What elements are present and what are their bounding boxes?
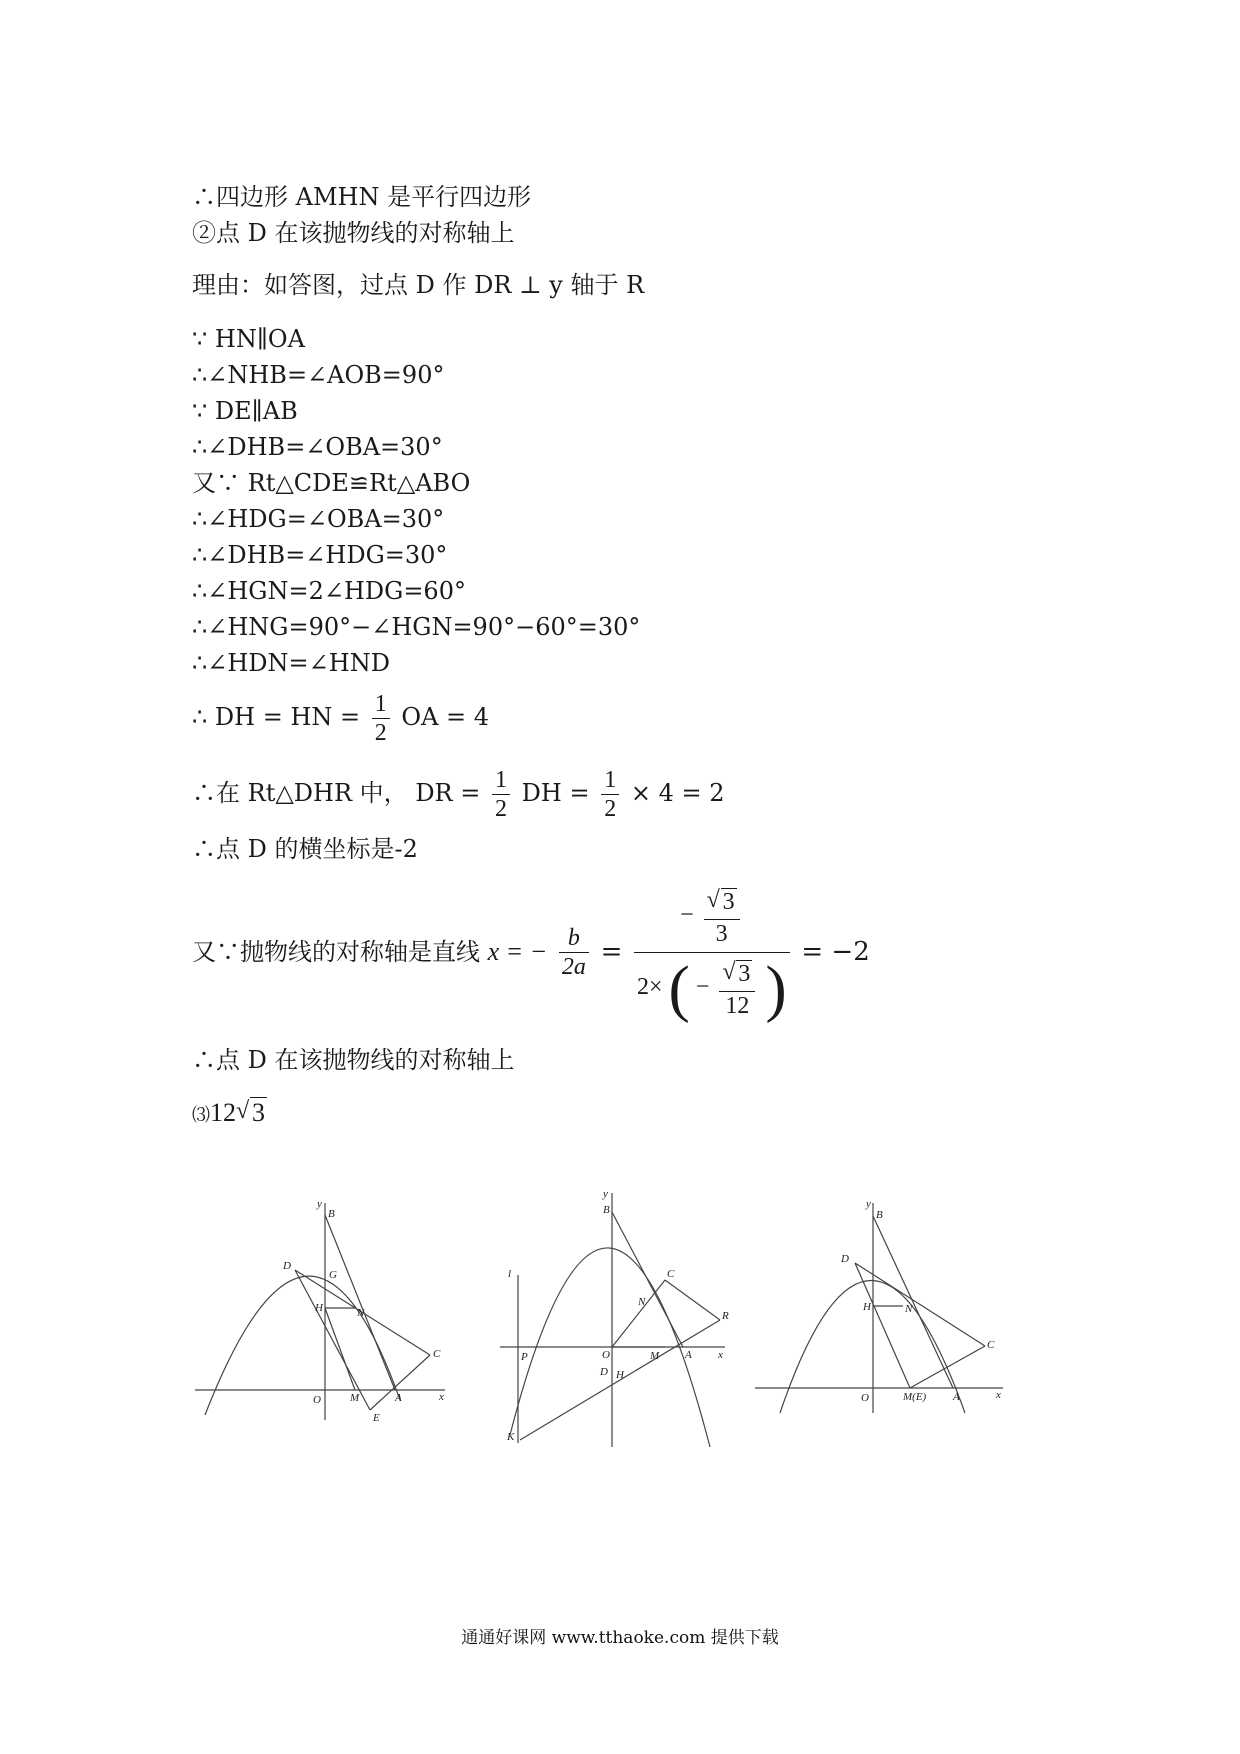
text-line-5: ∴∠NHB=∠AOB=90° [192, 361, 445, 389]
eq-axis-prefix: 又∵抛物线的对称轴是直线 [192, 938, 480, 966]
fig2-label: O [602, 1349, 610, 1361]
eq-axis-equals: = [600, 937, 623, 967]
fig2-label: y [603, 1188, 608, 1200]
fig1-label: M [350, 1392, 360, 1404]
fig1-label: A [395, 1392, 402, 1404]
figure-1 [195, 1195, 455, 1435]
frac-num-b: b [559, 924, 589, 953]
inner-den: 3 [715, 920, 728, 947]
frac-den: 2 [495, 796, 508, 822]
text-line-13: ∴∠HDN=∠HND [192, 649, 390, 677]
fig2-label: A [685, 1349, 692, 1361]
parabola [205, 1276, 400, 1415]
page-footer: 通通好课网 www.tthaoke.com 提供下载 [461, 1628, 779, 1648]
den-inner-frac [719, 957, 755, 1020]
fig2-label: D [600, 1366, 608, 1378]
eq-dr-prefix: ∴在 Rt△DHR 中， [192, 779, 408, 807]
figure-2 [490, 1185, 740, 1455]
part3-radicand: 3 [252, 1098, 265, 1127]
text-line-15: ∴点 D 在该抛物线的对称轴上 [192, 1046, 515, 1074]
fig3-label: N [905, 1303, 913, 1315]
fig2-label: B [603, 1204, 610, 1216]
fig3-label: B [876, 1209, 883, 1221]
eq-dh-prefix: ∴ DH = HN = [192, 703, 361, 731]
segment-dc [855, 1263, 985, 1346]
fig2-label: K [507, 1431, 515, 1443]
segment-de [855, 1263, 910, 1388]
num-inner-frac [704, 885, 740, 948]
right-paren: ) [765, 952, 787, 1023]
equation-axis [192, 872, 870, 1032]
text-line-4: ∵ HN∥OA [192, 325, 305, 353]
frac-den-2a: 2a [561, 953, 586, 980]
fig2-label: R [722, 1310, 729, 1322]
den-minus: − [695, 973, 710, 1000]
text-line-2: ②点 D 在该抛物线的对称轴上 [192, 219, 515, 247]
frac-den: 2 [374, 720, 387, 746]
part3-coef: 12 [210, 1098, 236, 1127]
text-line-9: ∴∠HDG=∠OBA=30° [192, 505, 445, 533]
fig3-label: A [953, 1391, 960, 1403]
text-line-7: ∴∠DHB=∠OBA=30° [192, 433, 443, 461]
fig3-label: x [996, 1389, 1001, 1401]
fig1-label: y [317, 1198, 322, 1210]
fig1-label: C [433, 1348, 441, 1360]
eq-axis-result: = −2 [801, 937, 870, 967]
den-prefix: 2× [637, 973, 663, 1000]
fig2-label: l [508, 1268, 512, 1280]
fig2-label: H [616, 1369, 624, 1381]
fig1-label: B [328, 1208, 335, 1220]
fig3-label: y [866, 1198, 871, 1210]
fig2-label: P [521, 1351, 528, 1363]
eq-dr-part3: × 4 = 2 [630, 779, 725, 807]
sqrt-sign [236, 1098, 267, 1128]
segment-cr [665, 1280, 720, 1320]
frac-num: 1 [492, 766, 510, 795]
text-line-11: ∴∠HGN=2∠HDG=60° [192, 577, 466, 605]
inner-num [704, 885, 740, 920]
segment-cn [612, 1280, 665, 1347]
sqrt-sign [722, 957, 752, 991]
fig3-label: D [841, 1253, 849, 1265]
fig1-label: x [439, 1391, 444, 1403]
fig3-label: O [861, 1392, 869, 1404]
eq-dr-part1: DR = [415, 779, 481, 807]
num-minus: − [680, 901, 694, 928]
sqrt-sign [707, 885, 737, 919]
fig2-label: M [650, 1350, 660, 1362]
fig2-label: C [667, 1268, 675, 1280]
left-paren: ( [668, 952, 690, 1023]
big-frac-denominator [634, 952, 790, 1023]
fig2-label: x [718, 1349, 723, 1361]
fig1-label: G [329, 1269, 337, 1281]
eq-axis-lhs: x = − [487, 937, 548, 966]
text-line-1: ∴四边形 AMHN 是平行四边形 [192, 183, 532, 211]
segment-mh [325, 1308, 355, 1390]
fig3-label: M(E) [903, 1391, 927, 1403]
segment-ba [325, 1215, 395, 1390]
fig1-label: D [283, 1260, 291, 1272]
eq-dr-part2: DH = [521, 779, 590, 807]
fraction-half-1 [492, 766, 510, 823]
big-frac-numerator [634, 885, 790, 953]
fig1-label: N [357, 1307, 365, 1319]
frac-den: 2 [604, 796, 617, 822]
frac-num: 1 [372, 690, 390, 719]
sqrt-radicand: 3 [738, 960, 751, 987]
part3-answer [192, 1098, 267, 1130]
text-line-3: 理由：如答图，过点 D 作 DR ⊥ y 轴于 R [192, 271, 645, 299]
equation-dh [192, 690, 489, 747]
fig3-label: H [863, 1301, 871, 1313]
inner-num [719, 957, 755, 992]
eq-dh-suffix: OA = 4 [401, 703, 490, 731]
text-line-14: ∴点 D 的横坐标是-2 [192, 835, 418, 863]
part3-label: ⑶ [192, 1105, 210, 1125]
fig2-label: N [638, 1296, 646, 1308]
inner-den: 12 [725, 992, 750, 1019]
fig1-label: E [373, 1412, 380, 1424]
fraction-b-2a [559, 924, 589, 981]
text-line-10: ∴∠DHB=∠HDG=30° [192, 541, 448, 569]
text-line-12: ∴∠HNG=90°−∠HGN=90°−60°=30° [192, 613, 641, 641]
fig1-label: O [313, 1394, 321, 1406]
segment-ec [910, 1346, 985, 1388]
fraction-big [634, 885, 790, 1023]
fraction-half [372, 690, 390, 747]
figure-3 [755, 1198, 1015, 1423]
sqrt-radicand: 3 [722, 888, 735, 915]
fraction-half-2 [601, 766, 619, 823]
equation-dr [192, 766, 725, 823]
frac-num: 1 [601, 766, 619, 795]
text-line-8: 又∵ Rt△CDE≌Rt△ABO [192, 469, 471, 497]
segment-ba [873, 1216, 953, 1388]
fig3-label: C [987, 1339, 995, 1351]
segment-de [295, 1270, 370, 1410]
fig1-label: H [315, 1302, 323, 1314]
text-line-6: ∵ DE∥AB [192, 397, 298, 425]
